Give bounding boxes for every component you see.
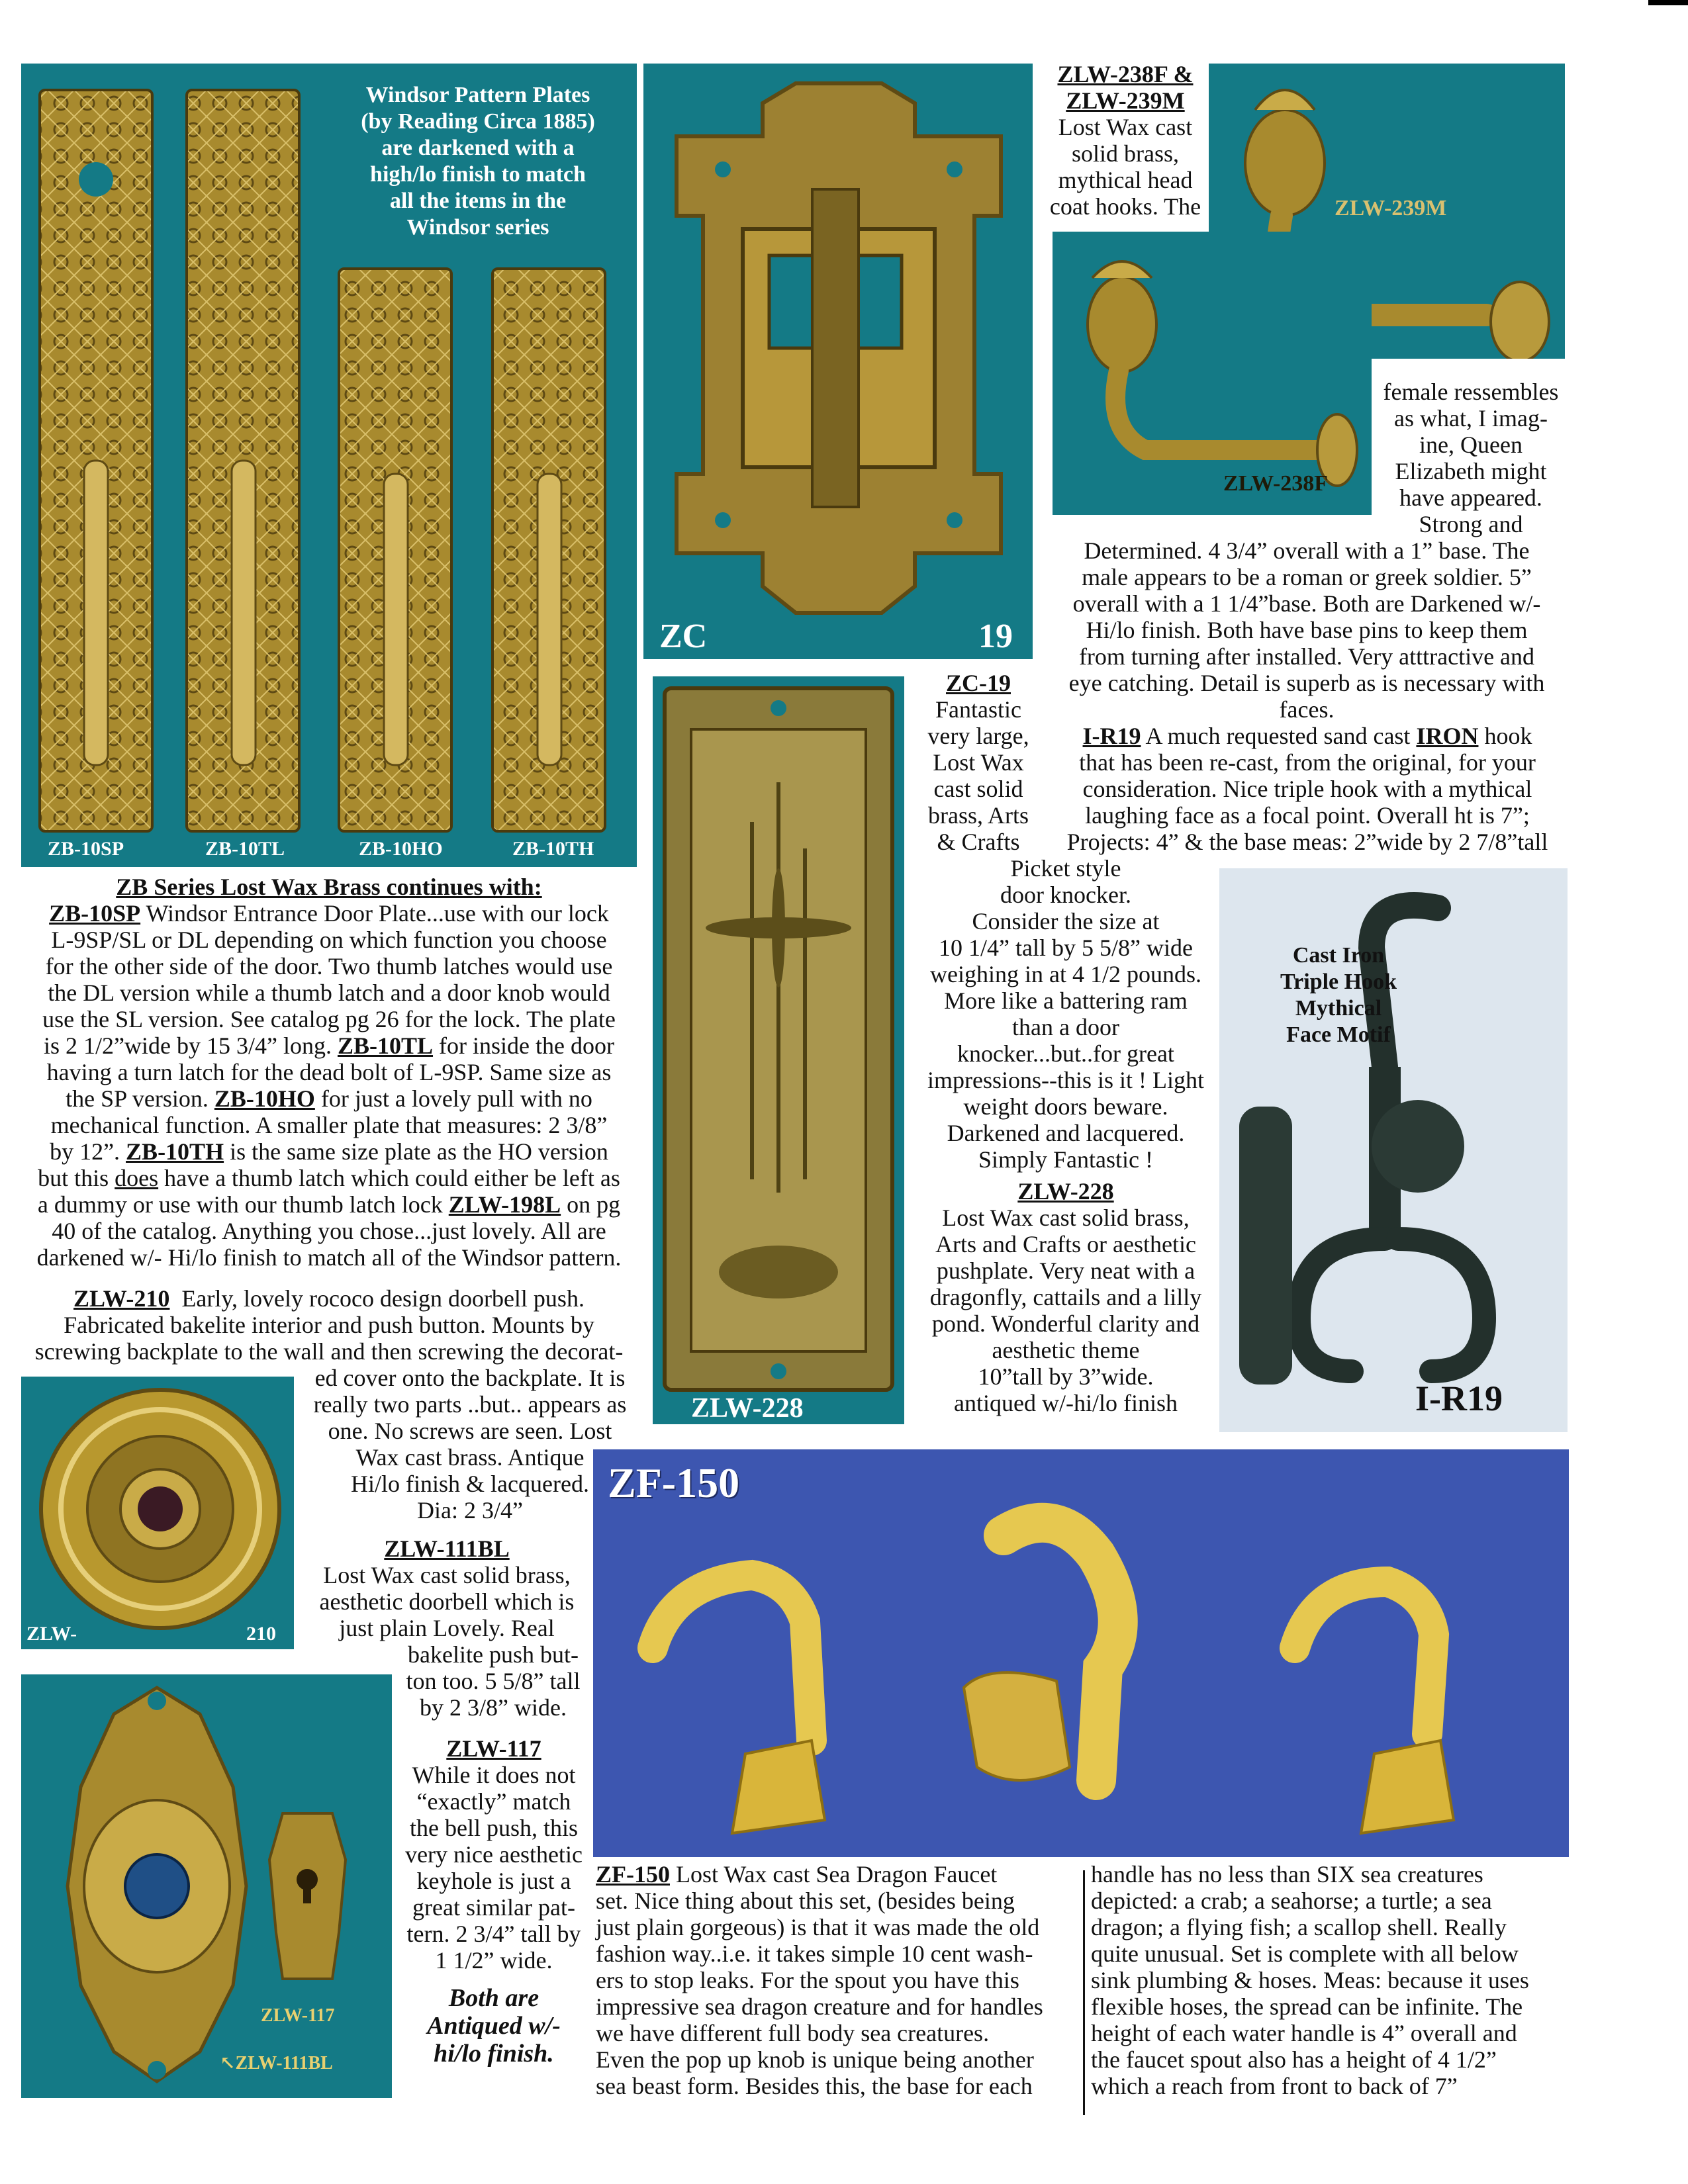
zc19-line: impressions--this is it ! Light <box>927 1067 1204 1093</box>
zf150-line: handle has no less than SIX sea creatures <box>1091 1861 1483 1888</box>
zb-series-line <box>21 1032 637 1059</box>
zlw111-code: ZLW-111BL <box>384 1535 510 1562</box>
hooks-text-bottom <box>1049 537 1565 723</box>
zf150-line: sink plumbing & hoses. Meas: because it uses <box>1091 1967 1529 1993</box>
windsor-heading-line: (by Reading Circa 1885) <box>361 109 595 134</box>
product-code: ZB-10TH <box>126 1138 224 1165</box>
zlw117-line: 1 1/2” wide. <box>435 1947 553 1974</box>
zb-series-line <box>21 927 637 953</box>
body-text: for the other side of the door. Two thumb latches would use <box>45 953 613 979</box>
zf150-line: ers to stop leaks. For the spout you have this <box>596 1967 1019 1993</box>
zb-series-line <box>21 953 637 979</box>
zlw228-line: pushplate. Very neat with a <box>936 1257 1196 1284</box>
zf150-col1 <box>596 1861 1086 2099</box>
zc19-text-wide <box>914 855 1218 1173</box>
windsor-heading-line: Windsor series <box>406 215 549 240</box>
label-zb-10sp: ZB-10SP <box>48 838 124 860</box>
zlw228-line: pond. Wonderful clarity and <box>931 1310 1200 1337</box>
zc19-line: brass, Arts <box>928 802 1029 829</box>
zlw228-line: aesthetic theme <box>992 1337 1140 1363</box>
zlw228-line: antiqued w/-hi/lo finish <box>954 1390 1178 1416</box>
zlw111-text-narrow <box>384 1641 602 1721</box>
zf150-line: quite unusual. Set is complete with all below <box>1091 1940 1519 1967</box>
zlw210-line: Dia: 2 3/4” <box>417 1497 523 1524</box>
zlw228-code: ZLW-228 <box>1017 1178 1114 1205</box>
latch-illustration <box>643 64 1033 659</box>
zf150-line: the faucet spout also has a height of 4 1/2” <box>1091 2046 1497 2073</box>
label-zb-10tl: ZB-10TL <box>205 838 285 860</box>
zf150-photo-title: ZF-150 <box>608 1459 740 1506</box>
body-text: is 2 1/2”wide by 15 3/4” long. <box>44 1032 338 1059</box>
hooks-line: female ressembles <box>1383 379 1559 405</box>
windsor-heading-line: all the items in the <box>389 189 567 213</box>
zc19-line: cast solid <box>933 776 1023 802</box>
zb-series-text <box>21 874 637 1271</box>
hooks-line: faces. <box>1279 696 1335 723</box>
zb-series-line <box>21 1059 637 1085</box>
product-code: ZLW-198L <box>448 1191 561 1218</box>
zlw117-line: the bell push, this <box>410 1815 578 1841</box>
zf150-line: set. Nice thing about this set, (besides being <box>596 1888 1015 1914</box>
zb-series-line <box>21 979 637 1006</box>
hooks-line: Lost Wax cast <box>1058 114 1193 140</box>
arrow-icon: ↖ <box>220 2053 236 2073</box>
doorbell-illustration <box>21 1377 294 1649</box>
zf150-line: we have different full body sea creatures. <box>596 2020 990 2046</box>
body-text: but this <box>38 1165 115 1191</box>
product-code: ZB-10HO <box>214 1085 315 1112</box>
zlw111-line: just plain Lovely. Real <box>339 1615 555 1641</box>
windsor-plates-photo <box>21 64 637 867</box>
ir19-photo-label: I-R19 <box>1415 1379 1503 1418</box>
hooks-line: eye catching. Detail is superb as is necessary with <box>1068 670 1545 696</box>
zlw210-line: really two parts ..but.. appears as <box>313 1391 627 1418</box>
zf150-photo <box>593 1449 1569 1857</box>
zlw210-label-left: ZLW- <box>26 1623 77 1645</box>
body-text: mechanical function. A smaller plate that measures: 2 3/8” <box>50 1112 608 1138</box>
zf150-line: Even the pop up knob is unique being another <box>596 2046 1034 2073</box>
zb-series-line <box>21 1006 637 1032</box>
body-text: the SP version. <box>66 1085 214 1112</box>
zlw228-photo <box>653 676 904 1424</box>
zb-series-line <box>21 1112 637 1138</box>
ir19-caption-line: Triple Hook <box>1280 970 1397 994</box>
body-text: a dummy or use with our thumb latch lock <box>37 1191 449 1218</box>
zf150-line: impressive sea dragon creature and for handles <box>596 1993 1043 2020</box>
body-text: for just a lovely pull with no <box>314 1085 592 1112</box>
body-text: L-9SP/SL or DL depending on which function you choose <box>51 927 607 953</box>
ir19-caption-line: Face Motif <box>1286 1023 1391 1047</box>
body-text: 40 of the catalog. Anything you chose...just lovely. All are <box>52 1218 606 1244</box>
body-text: darkened w/- Hi/lo finish to match all of the Windsor pattern. <box>36 1244 622 1271</box>
zb-series-line <box>21 1218 637 1244</box>
windsor-heading-line: Windsor Pattern Plates <box>365 83 590 107</box>
zlw117-note <box>395 1984 593 2068</box>
zlw111-text <box>305 1535 589 1641</box>
zlw117-code: ZLW-117 <box>446 1735 541 1762</box>
ir19-after: hook <box>1478 723 1532 749</box>
zlw117-line: While it does not <box>412 1762 576 1788</box>
body-text: have a thumb latch which could either be left as <box>158 1165 620 1191</box>
product-code: ZB-10SP <box>49 900 141 927</box>
zc19-photo-left-label: ZC <box>659 617 708 655</box>
label-zlw111bl-text: ZLW-111BL <box>235 2053 333 2073</box>
product-code: ZB-10TL <box>337 1032 434 1059</box>
zlw239m-label: ZLW-239M <box>1335 196 1447 220</box>
zlw117-line: great similar pat- <box>412 1894 575 1921</box>
zf150-line: height of each water handle is 4” overall and <box>1091 2020 1517 2046</box>
zc19-text-narrow <box>917 670 1039 855</box>
windsor-heading <box>326 82 630 241</box>
hooks-line: from turning after installed. Very atttractive and <box>1078 643 1535 670</box>
zc19-line: Consider the size at <box>972 908 1160 934</box>
zb-series-line <box>21 1165 637 1191</box>
zlw210-line: Fabricated bakelite interior and push button. Mounts by <box>64 1312 594 1338</box>
pushplate-illustration <box>653 676 904 1424</box>
zb-series-heading: ZB Series Lost Wax Brass continues with: <box>116 874 542 900</box>
hooks-line: Hi/lo finish. Both have base pins to keep them <box>1086 617 1528 643</box>
zlw117-line: tern. 2 3/4” tall by <box>406 1921 581 1947</box>
windsor-heading-line: high/lo finish to match <box>370 162 586 187</box>
zlw228-line: dragonfly, cattails and a lilly <box>929 1284 1202 1310</box>
zb-series-line <box>21 900 637 927</box>
ir19-code: I-R19 <box>1082 723 1141 749</box>
zlw111-line: bakelite push but- <box>408 1641 579 1668</box>
body-text: Windsor Entrance Door Plate...use with our lock <box>140 900 609 927</box>
hooks-code-b: ZLW-239M <box>1066 87 1185 114</box>
corner-mark <box>1648 0 1688 5</box>
zb-series-line <box>21 1244 637 1271</box>
hooks-line: Elizabeth might <box>1395 458 1547 484</box>
zc19-line: knocker...but..for great <box>957 1040 1174 1067</box>
label-zlw111bl <box>220 2052 333 2074</box>
zlw210-line: Early, lovely rococo design doorbell push. <box>181 1285 585 1312</box>
zc19-line: Picket style <box>1010 855 1121 882</box>
body-text: is the same size plate as the HO version <box>224 1138 608 1165</box>
body-text: on pg <box>561 1191 621 1218</box>
zlw117-line: “exactly” match <box>416 1788 571 1815</box>
zlw210-photo <box>21 1377 294 1649</box>
hooks-line: ine, Queen <box>1419 432 1523 458</box>
zlw228-text <box>914 1178 1218 1416</box>
hooks-text-side <box>1377 379 1565 537</box>
zc19-line: Lost Wax <box>933 749 1024 776</box>
zlw210-line: screwing backplate to the wall and then screwing the decorat- <box>34 1338 624 1365</box>
hooks-line: male appears to be a roman or greek soldier. 5” <box>1082 564 1532 590</box>
ir19-intro: A much requested sand cast <box>1141 723 1417 749</box>
zb-series-line <box>21 1085 637 1112</box>
ir19-caption-line: Mythical <box>1295 996 1382 1021</box>
zlw111-line: Lost Wax cast solid brass, <box>323 1562 571 1588</box>
zlw210-line: one. No screws are seen. Lost <box>328 1418 612 1444</box>
hooks-line: solid brass, <box>1072 140 1179 167</box>
zf150-line: dragon; a flying fish; a scallop shell. Really <box>1091 1914 1507 1940</box>
zlw238f-label: ZLW-238F <box>1223 471 1329 496</box>
hooks-text-top <box>1039 61 1211 220</box>
hooks-line: mythical head <box>1058 167 1193 193</box>
windsor-heading-line: are darkened with a <box>381 136 575 160</box>
ir19-caption <box>1259 942 1418 1048</box>
zlw117-line: very nice aesthetic <box>405 1841 583 1868</box>
zlw111-line: ton too. 5 5/8” tall <box>406 1668 581 1694</box>
zf150-line: Lost Wax cast Sea Dragon Faucet <box>670 1861 998 1888</box>
zc19-code: ZC-19 <box>946 670 1011 696</box>
hooks-line: as what, I imag- <box>1394 405 1548 432</box>
zc19-line: door knocker. <box>1000 882 1131 908</box>
zc19-line: Fantastic <box>935 696 1021 723</box>
zf150-line: flexible hoses, the spread can be infinite. The <box>1091 1993 1523 2020</box>
zc19-line: weighing in at 4 1/2 pounds. <box>930 961 1201 987</box>
ir19-line: consideration. Nice triple hook with a mythical <box>1082 776 1532 802</box>
body-text: use the SL version. See catalog pg 26 for the lock. The plate <box>42 1006 616 1032</box>
hooks-line: overall with a 1 1/4”base. Both are Darkened w/- <box>1072 590 1541 617</box>
zf150-line: sea beast form. Besides this, the base for each <box>596 2073 1033 2099</box>
zf150-line: depicted: a crab; a seahorse; a turtle; a sea <box>1091 1888 1492 1914</box>
zc19-photo-right-label: 19 <box>978 617 1013 655</box>
body-text: by 12”. <box>50 1138 126 1165</box>
ir19-line: that has been re-cast, from the original, for your <box>1079 749 1536 776</box>
zc19-line: More like a battering ram <box>944 987 1188 1014</box>
zc19-line: than a door <box>1012 1014 1119 1040</box>
zlw210-code: ZLW-210 <box>73 1285 170 1312</box>
hooks-line: have appeared. <box>1399 484 1542 511</box>
bell-keyhole-illustration <box>21 1674 392 2098</box>
zlw210-line: Wax cast brass. Antique <box>355 1444 585 1471</box>
zlw117-note-line: Antiqued w/- <box>427 2012 561 2040</box>
zlw228-line: Lost Wax cast solid brass, <box>942 1205 1190 1231</box>
zb-series-lines <box>21 900 637 1271</box>
zlw228-line: 10”tall by 3”wide. <box>978 1363 1154 1390</box>
zlw117-note-line: Both are <box>448 1984 539 2012</box>
zf150-line: just plain gorgeous) is that it was made the old <box>596 1914 1040 1940</box>
body-text: for inside the door <box>433 1032 614 1059</box>
zc19-line: very large, <box>927 723 1029 749</box>
zlw117-note-line: hi/lo finish. <box>434 2040 554 2068</box>
zc19-line: Darkened and lacquered. <box>947 1120 1185 1146</box>
zf150-col2 <box>1091 1861 1569 2099</box>
zf150-line: which a reach from front to back of 7” <box>1091 2073 1458 2099</box>
zc19-line: Simply Fantastic ! <box>978 1146 1153 1173</box>
zc19-photo <box>643 64 1033 659</box>
zlw238f-photo <box>1053 232 1372 515</box>
zlw228-line: Arts and Crafts or aesthetic <box>935 1231 1196 1257</box>
zlw111-line: aesthetic doorbell which is <box>319 1588 575 1615</box>
zlw210-line: ed cover onto the backplate. It is <box>314 1365 626 1391</box>
label-zlw117: ZLW-117 <box>261 2005 335 2026</box>
hooks-line: Determined. 4 3/4” overall with a 1” base. The <box>1084 537 1530 564</box>
zf150-line: fashion way..i.e. it takes simple 10 cent wash- <box>596 1940 1033 1967</box>
ir19-line: Projects: 4” & the base meas: 2”wide by 2 7/8”tall <box>1066 829 1548 855</box>
ir19-line: laughing face as a focal point. Overall ht is 7”; <box>1085 802 1530 829</box>
zlw210-label-right: 210 <box>246 1623 276 1645</box>
ir19-photo <box>1219 868 1568 1432</box>
column-divider <box>1083 1870 1085 2115</box>
zlw117-text <box>395 1735 593 2068</box>
label-zb-10ho: ZB-10HO <box>359 838 443 860</box>
zlw210-line: Hi/lo finish & lacquered. <box>351 1471 589 1497</box>
hooks-line: coat hooks. The <box>1049 193 1201 220</box>
zc19-line: weight doors beware. <box>963 1093 1168 1120</box>
ir19-caption-line: Cast Iron <box>1292 943 1385 968</box>
label-zb-10th: ZB-10TH <box>512 838 594 860</box>
ir19-text <box>1046 723 1569 855</box>
zc19-line: 10 1/4” tall by 5 5/8” wide <box>939 934 1193 961</box>
zf150-code: ZF-150 <box>596 1861 670 1888</box>
zlw117-line: keyhole is just a <box>416 1868 571 1894</box>
zb-series-line <box>21 1138 637 1165</box>
faucet-set-illustration <box>593 1449 1569 1857</box>
zb-series-line <box>21 1191 637 1218</box>
ir19-iron: IRON <box>1416 723 1479 749</box>
emphasis-text: does <box>115 1165 159 1191</box>
zlw210-text-narrow <box>298 1365 642 1524</box>
hooks-code-a: ZLW-238F & <box>1057 61 1194 87</box>
hooks-line: Strong and <box>1419 511 1523 537</box>
body-text: having a turn latch for the dead bolt of L-9SP. Same size as <box>46 1059 612 1085</box>
zlw111-line: by 2 3/8” wide. <box>420 1694 567 1721</box>
zc19-line: & Crafts <box>937 829 1020 855</box>
zlw210-text <box>21 1285 637 1365</box>
body-text: the DL version while a thumb latch and a door knob would <box>48 979 610 1006</box>
zlw228-photo-label: ZLW-228 <box>691 1393 804 1424</box>
zlw111-117-photo <box>21 1674 392 2098</box>
